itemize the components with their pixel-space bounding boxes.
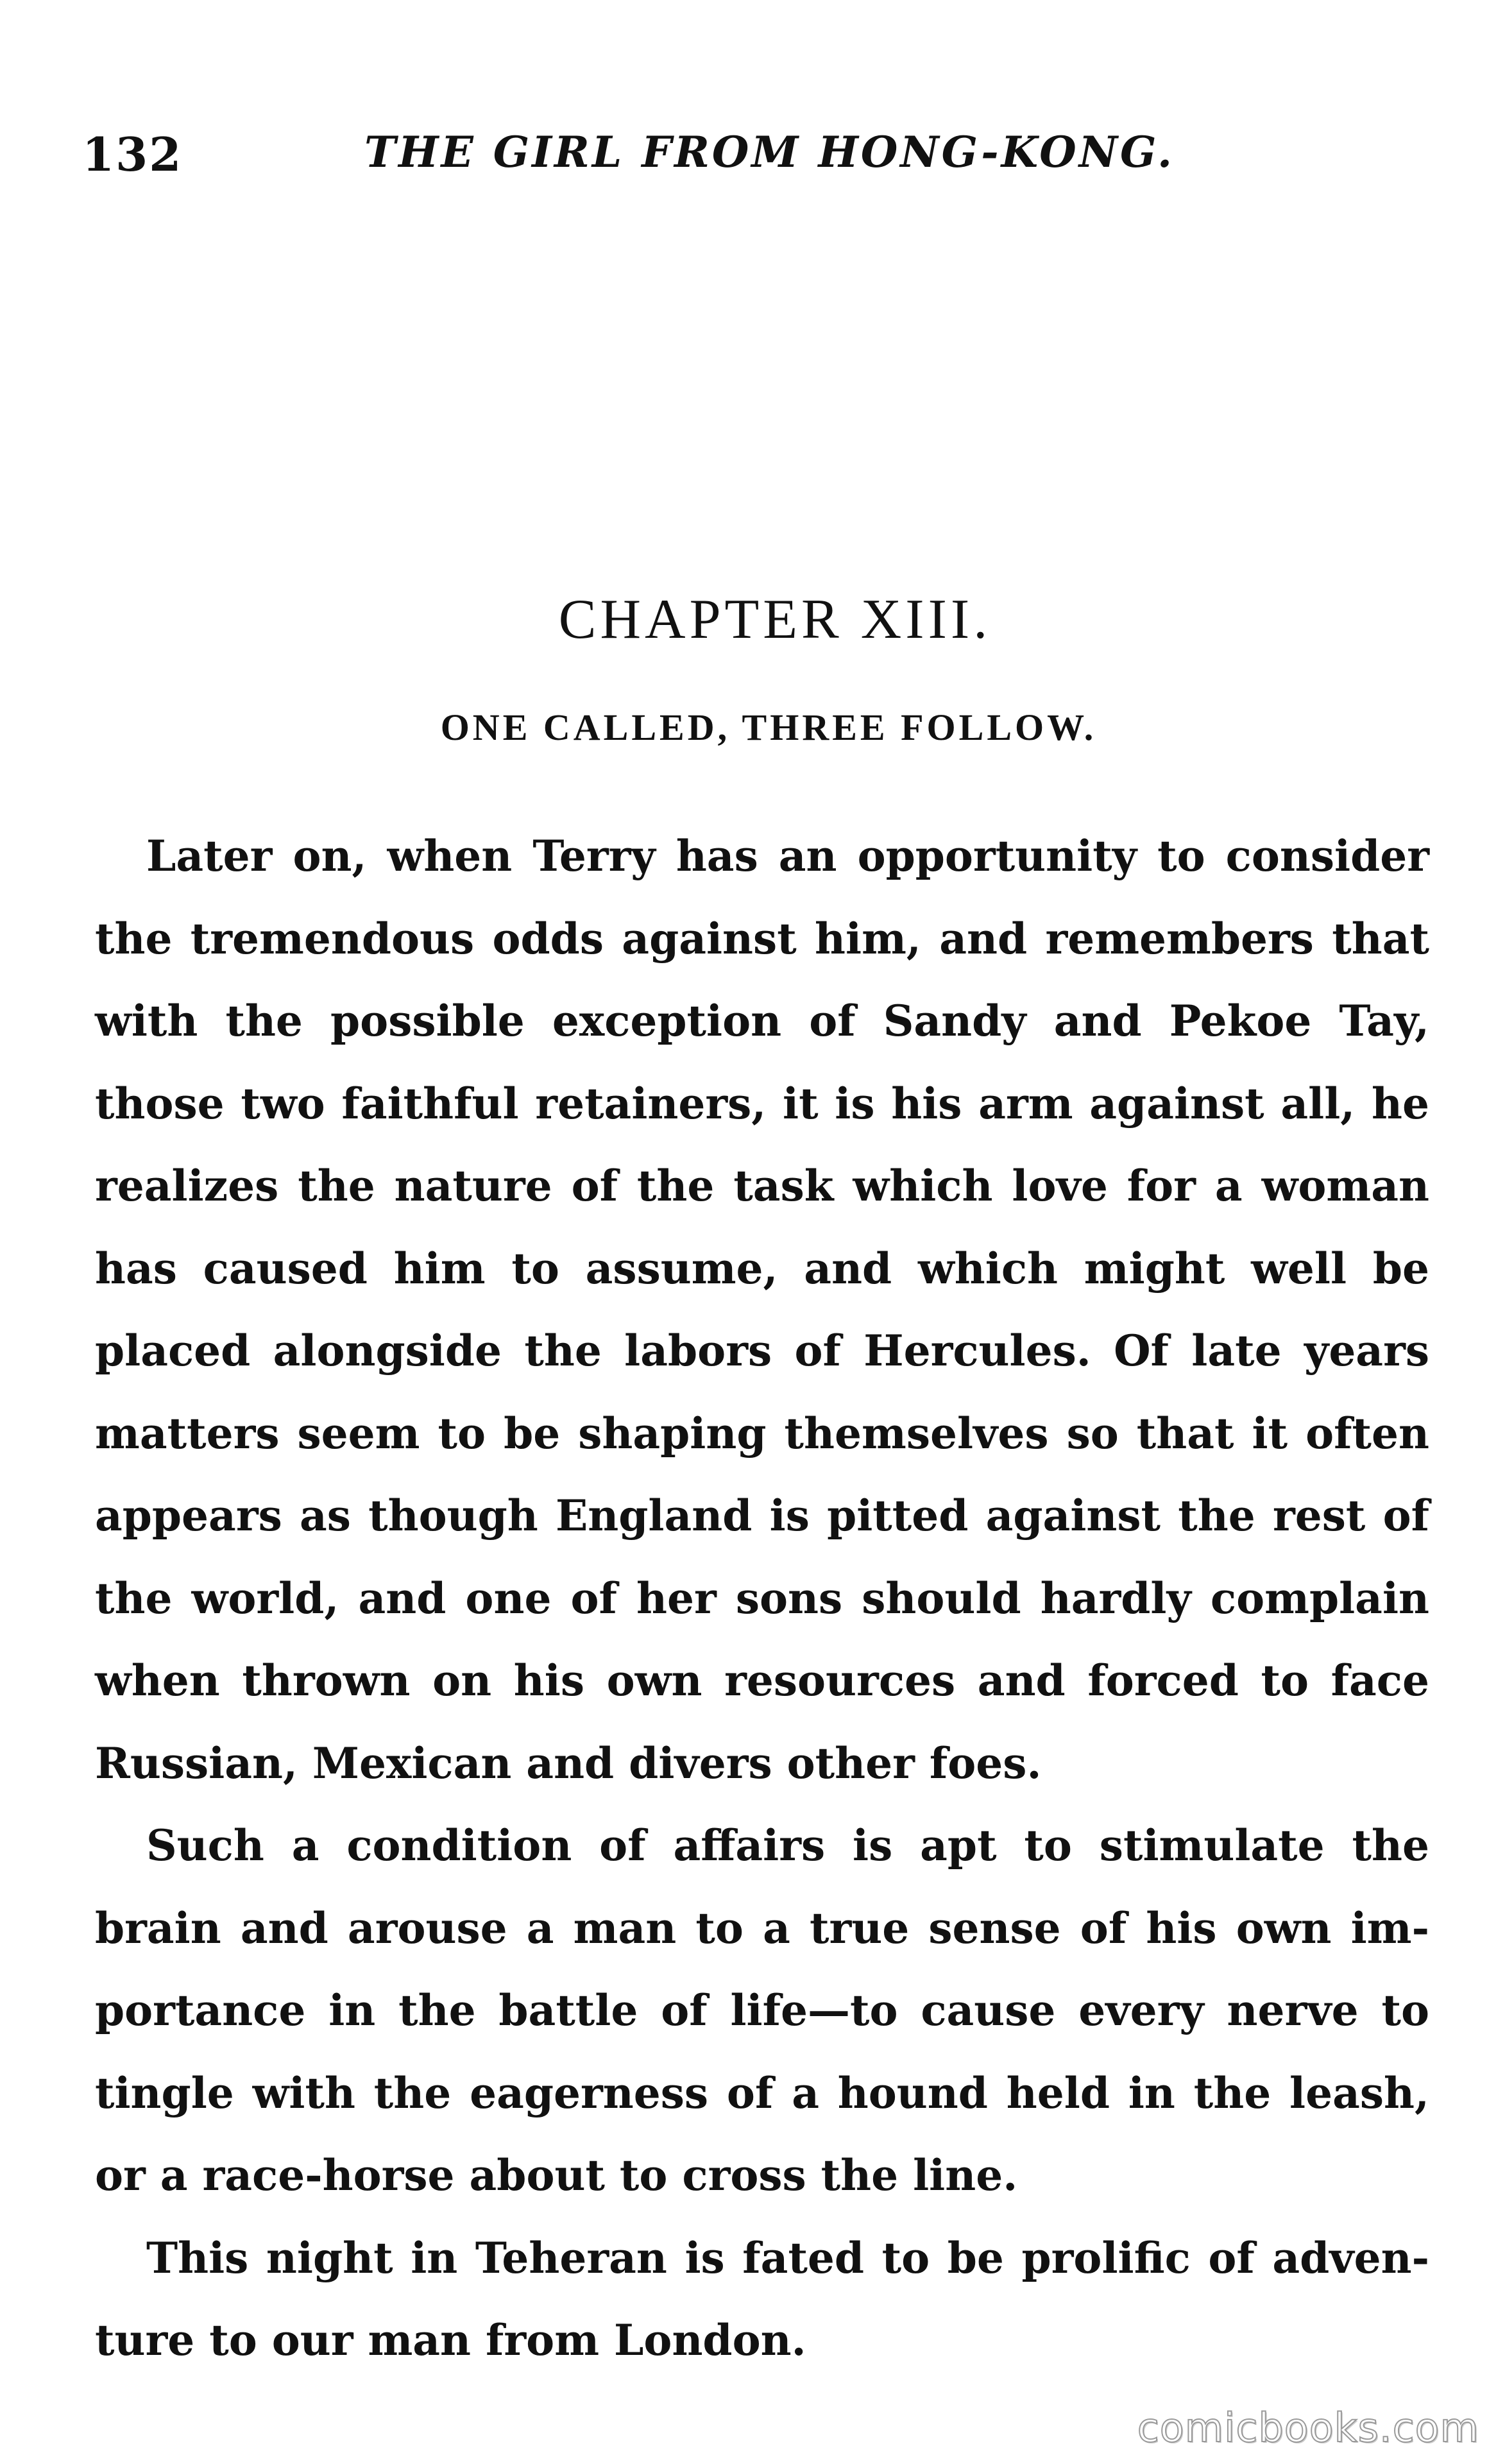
text-line: realizes the nature of the task which love for a woman (95, 1161, 1429, 1211)
text-line: with the possible exception of Sandy and Pekoe Tay, (95, 996, 1429, 1046)
chapter-subtitle: ONE CALLED, THREE FOLLOW. (440, 706, 1097, 748)
text-line: tingle with the eagerness of a hound held in the leash, (95, 2067, 1429, 2118)
text-line: Later on, when Terry has an opportunity to consider (146, 831, 1429, 881)
text-line: appears as though England is pitted against the rest of (95, 1491, 1429, 1541)
text-line: Russian, Mexican and divers other foes. (95, 1738, 1042, 1788)
text-line: the world, and one of her sons should hardly complain (95, 1573, 1429, 1623)
text-line: or a race-horse about to cross the line. (95, 2150, 1018, 2200)
text-line: those two faithful retainers, it is his arm against all, he (95, 1078, 1429, 1129)
text-line: ture to our man from London. (95, 2315, 806, 2365)
watermark: comicbooks.com (1137, 2404, 1479, 2451)
page-number: 132 (82, 127, 183, 182)
text-line: matters seem to be shaping themselves so that it often (95, 1408, 1429, 1459)
text-line: portance in the battle of life—to cause every nerve to (95, 1985, 1429, 2035)
text-line: Such a condition of affairs is apt to stimulate the (146, 1820, 1429, 1870)
running-title: THE GIRL FROM HONG-KONG. (364, 127, 1175, 177)
text-line: when thrown on his own resources and forced to face (95, 1656, 1429, 1706)
text-line: placed alongside the labors of Hercules. Of late years (95, 1326, 1429, 1376)
chapter-title: CHAPTER XIII. (558, 588, 992, 651)
text-line: the tremendous odds against him, and remembers that (95, 913, 1429, 964)
text-line: This night in Teheran is fated to be prolific of adven- (146, 2232, 1429, 2283)
body-text (95, 815, 1429, 2382)
text-line: has caused him to assume, and which might well be (95, 1243, 1429, 1294)
running-head (82, 127, 1429, 198)
text-line: brain and arouse a man to a true sense of his own im- (95, 1903, 1429, 1953)
